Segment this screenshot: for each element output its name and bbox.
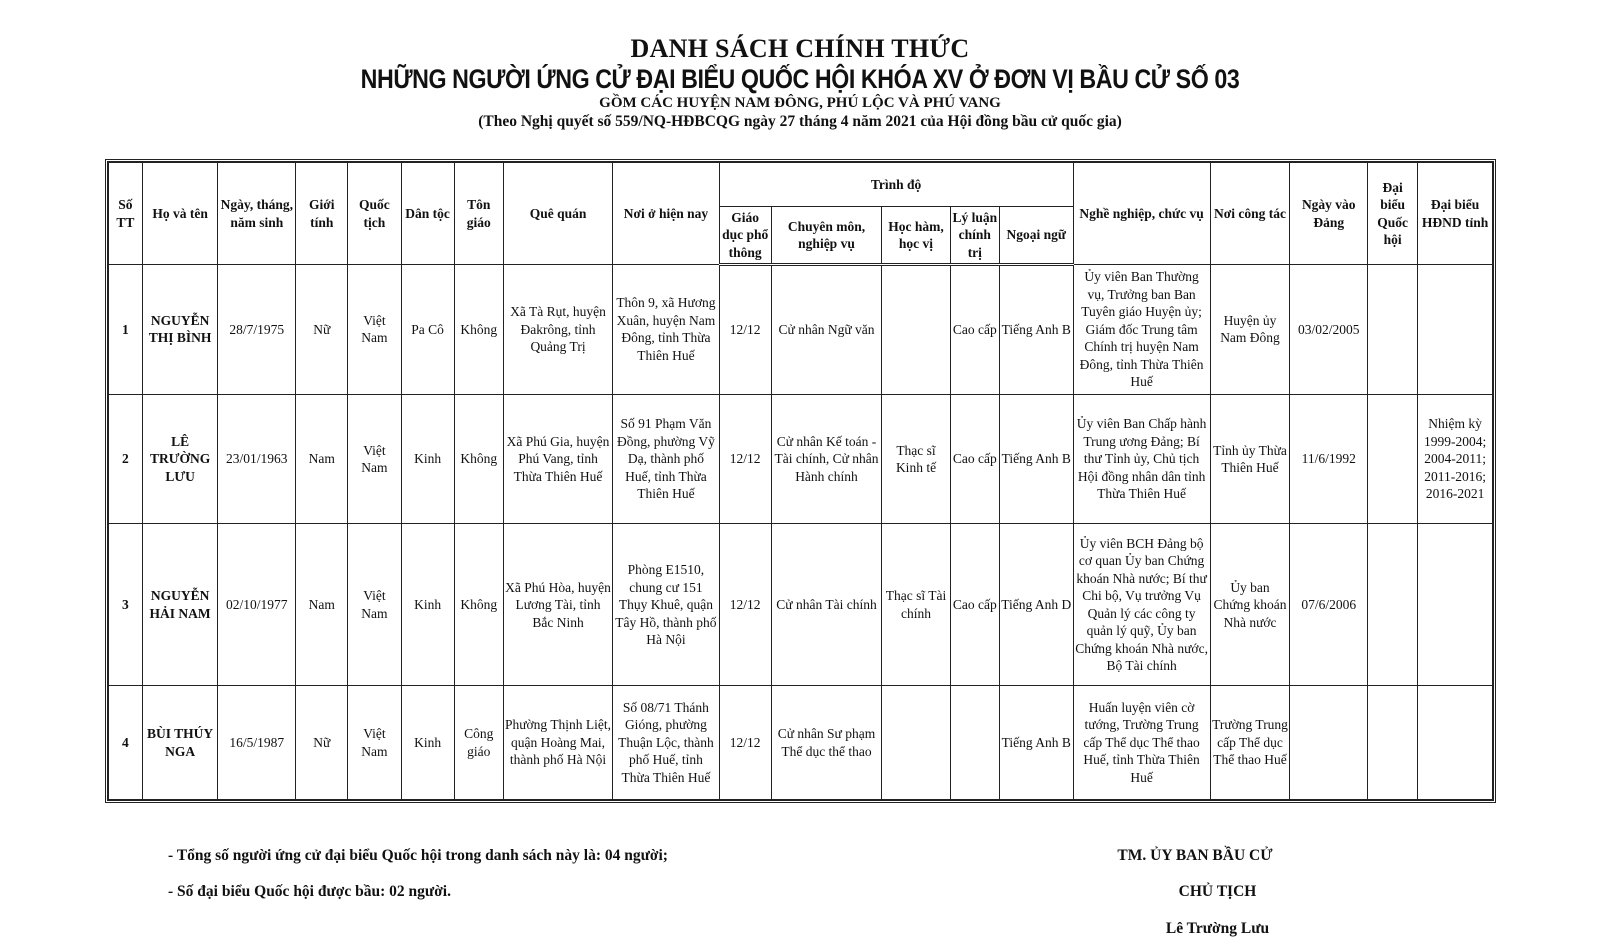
elected-count-note: - Số đại biểu Quốc hội được bầu: 02 người.: [168, 883, 451, 900]
table-row: [109, 265, 1493, 395]
cell-hometown: Phường Thịnh Liệt, quận Hoàng Mai, thành phố Hà Nội: [503, 686, 612, 800]
cell-academic: [882, 686, 951, 800]
cell-stt: 2: [109, 394, 143, 524]
cell-specialty: Cử nhân Kế toán -Tài chính, Cử nhân Hành chính: [771, 394, 881, 524]
cell-religion: Công giáo: [454, 686, 503, 800]
cell-party-date: 07/6/2006: [1290, 524, 1368, 686]
cell-occupation: Ủy viên BCH Đảng bộ cơ quan Ủy ban Chứng khoán Nhà nước; Bí thư Chi bộ, Vụ trưởng Vụ Quản lý các công ty quản lý quỹ, Ủy ban Chứng khoán Nhà nước, Bộ Tài chính: [1073, 524, 1210, 686]
col-header-occupation: Nghề nghiệp, chức vụ: [1073, 163, 1210, 265]
cell-nationality: Việt Nam: [348, 394, 401, 524]
cell-specialty: Cử nhân Sư phạm Thể dục thể thao: [771, 686, 881, 800]
chair-name: Lê Trường Lưu: [1165, 920, 1270, 937]
col-header-language: Ngoại ngữ: [999, 207, 1073, 265]
col-header-name: Họ và tên: [142, 163, 218, 265]
cell-gender: Nữ: [296, 686, 348, 800]
cell-religion: Không: [454, 394, 503, 524]
cell-religion: Không: [454, 265, 503, 395]
document-header: [0, 34, 1600, 132]
col-header-gender: Giới tính: [296, 163, 348, 265]
cell-ethnicity: Kinh: [401, 686, 454, 800]
cell-pc-delegate: [1418, 686, 1493, 800]
cell-workplace: Ủy ban Chứng khoán Nhà nước: [1210, 524, 1290, 686]
col-header-workplace: Nơi công tác: [1210, 163, 1290, 265]
cell-name: BÙI THÚY NGA: [142, 686, 218, 800]
cell-nationality: Việt Nam: [348, 265, 401, 395]
col-header-political: Lý luận chính trị: [950, 207, 999, 265]
cell-occupation: Huấn luyện viên cờ tướng, Trường Trung cấp Thể dục Thể thao Huế, tỉnh Thừa Thiên Huế: [1073, 686, 1210, 800]
col-header-pc-delegate: Đại biểu HĐND tỉnh: [1418, 163, 1493, 265]
cell-language: Tiếng Anh D: [999, 524, 1073, 686]
table-row: [109, 524, 1493, 686]
col-header-stt: Số TT: [109, 163, 143, 265]
cell-pc-delegate: [1418, 524, 1493, 686]
cell-religion: Không: [454, 524, 503, 686]
cell-nationality: Việt Nam: [348, 524, 401, 686]
cell-specialty: Cử nhân Tài chính: [771, 524, 881, 686]
candidate-table: [108, 162, 1493, 800]
cell-na-delegate: [1368, 265, 1418, 395]
cell-ethnicity: Pa Cô: [401, 265, 454, 395]
document-heading: NHỮNG NGƯỜI ỨNG CỬ ĐẠI BIỂU QUỐC HỘI KHÓA XV Ở ĐƠN VỊ BẦU CỬ SỐ 03: [360, 64, 1240, 94]
cell-dob: 16/5/1987: [218, 686, 296, 800]
cell-political: Cao cấp: [950, 524, 999, 686]
cell-na-delegate: [1368, 524, 1418, 686]
col-header-residence: Nơi ở hiện nay: [613, 163, 719, 265]
total-candidates-note: - Tổng số người ứng cử đại biểu Quốc hội trong danh sách này là: 04 người;: [168, 847, 668, 864]
col-header-religion: Tôn giáo: [454, 163, 503, 265]
cell-ethnicity: Kinh: [401, 524, 454, 686]
candidate-table-frame: [105, 159, 1496, 803]
cell-language: Tiếng Anh B: [999, 686, 1073, 800]
cell-language: Tiếng Anh B: [999, 265, 1073, 395]
col-header-specialty: Chuyên môn, nghiệp vụ: [771, 207, 881, 265]
cell-name: NGUYỄN THỊ BÌNH: [142, 265, 218, 395]
cell-academic: Thạc sĩ Kinh tế: [882, 394, 951, 524]
committee-label: TM. ỦY BAN BẦU CỬ: [1117, 847, 1273, 864]
cell-party-date: 11/6/1992: [1290, 394, 1368, 524]
cell-general-edu: 12/12: [719, 265, 771, 395]
cell-residence: Thôn 9, xã Hương Xuân, huyện Nam Đông, tỉnh Thừa Thiên Huế: [613, 265, 719, 395]
cell-language: Tiếng Anh B: [999, 394, 1073, 524]
col-header-general-edu: Giáo dục phổ thông: [719, 207, 771, 265]
cell-political: Cao cấp: [950, 265, 999, 395]
cell-academic: Thạc sĩ Tài chính: [882, 524, 951, 686]
cell-political: Cao cấp: [950, 394, 999, 524]
cell-residence: Số 91 Phạm Văn Đồng, phường Vỹ Dạ, thành phố Huế, tỉnh Thừa Thiên Huế: [613, 394, 719, 524]
cell-pc-delegate: Nhiệm kỳ 1999-2004; 2004-2011; 2011-2016; 2016-2021: [1418, 394, 1493, 524]
col-header-academic: Học hàm, học vị: [882, 207, 951, 265]
resolution-reference: (Theo Nghị quyết số 559/NQ-HĐBCQG ngày 27 tháng 4 năm 2021 của Hội đồng bầu cử quốc gia): [478, 113, 1122, 130]
cell-dob: 23/01/1963: [218, 394, 296, 524]
cell-gender: Nam: [296, 524, 348, 686]
cell-stt: 4: [109, 686, 143, 800]
col-header-dob: Ngày, tháng, năm sinh: [218, 163, 296, 265]
cell-party-date: 03/02/2005: [1290, 265, 1368, 395]
cell-general-edu: 12/12: [719, 686, 771, 800]
cell-workplace: Huyện ủy Nam Đông: [1210, 265, 1290, 395]
cell-name: NGUYỄN HẢI NAM: [142, 524, 218, 686]
cell-dob: 28/7/1975: [218, 265, 296, 395]
cell-na-delegate: [1368, 394, 1418, 524]
cell-party-date: [1290, 686, 1368, 800]
document-subtitle: GỒM CÁC HUYỆN NAM ĐÔNG, PHÚ LỘC VÀ PHÚ VANG: [599, 95, 1001, 111]
cell-occupation: Ủy viên Ban Thường vụ, Trưởng ban Ban Tuyên giáo Huyện ủy; Giám đốc Trung tâm Chính trị huyện Nam Đông, tỉnh Thừa Thiên Huế: [1073, 265, 1210, 395]
col-header-na-delegate: Đại biểu Quốc hội: [1368, 163, 1418, 265]
cell-stt: 1: [109, 265, 143, 395]
cell-gender: Nam: [296, 394, 348, 524]
cell-political: [950, 686, 999, 800]
document-title: DANH SÁCH CHÍNH THỨC: [630, 34, 970, 63]
cell-academic: [882, 265, 951, 395]
cell-hometown: Xã Tà Rụt, huyện Đakrông, tỉnh Quảng Trị: [503, 265, 612, 395]
col-header-nationality: Quốc tịch: [348, 163, 401, 265]
table-row: [109, 394, 1493, 524]
cell-na-delegate: [1368, 686, 1418, 800]
col-header-education-group: Trình độ: [719, 163, 1073, 207]
cell-specialty: Cử nhân Ngữ văn: [771, 265, 881, 395]
cell-nationality: Việt Nam: [348, 686, 401, 800]
col-header-ethnicity: Dân tộc: [401, 163, 454, 265]
cell-pc-delegate: [1418, 265, 1493, 395]
col-header-party-date: Ngày vào Đảng: [1290, 163, 1368, 265]
cell-gender: Nữ: [296, 265, 348, 395]
cell-residence: Số 08/71 Thánh Gióng, phường Thuận Lộc, thành phố Huế, tỉnh Thừa Thiên Huế: [613, 686, 719, 800]
cell-general-edu: 12/12: [719, 394, 771, 524]
cell-workplace: Tỉnh ủy Thừa Thiên Huế: [1210, 394, 1290, 524]
cell-stt: 3: [109, 524, 143, 686]
table-row: [109, 686, 1493, 800]
cell-hometown: Xã Phú Hòa, huyện Lương Tài, tỉnh Bắc Ninh: [503, 524, 612, 686]
cell-general-edu: 12/12: [719, 524, 771, 686]
cell-workplace: Trường Trung cấp Thể dục Thể thao Huế: [1210, 686, 1290, 800]
cell-ethnicity: Kinh: [401, 394, 454, 524]
cell-dob: 02/10/1977: [218, 524, 296, 686]
cell-occupation: Ủy viên Ban Chấp hành Trung ương Đảng; Bí thư Tỉnh ủy, Chủ tịch Hội đồng nhân dân tỉnh Thừa Thiên Huế: [1073, 394, 1210, 524]
cell-hometown: Xã Phú Gia, huyện Phú Vang, tỉnh Thừa Thiên Huế: [503, 394, 612, 524]
cell-residence: Phòng E1510, chung cư 151 Thụy Khuê, quận Tây Hồ, thành phố Hà Nội: [613, 524, 719, 686]
col-header-hometown: Quê quán: [503, 163, 612, 265]
chair-title: CHỦ TỊCH: [1178, 883, 1257, 900]
cell-name: LÊ TRƯỜNG LƯU: [142, 394, 218, 524]
